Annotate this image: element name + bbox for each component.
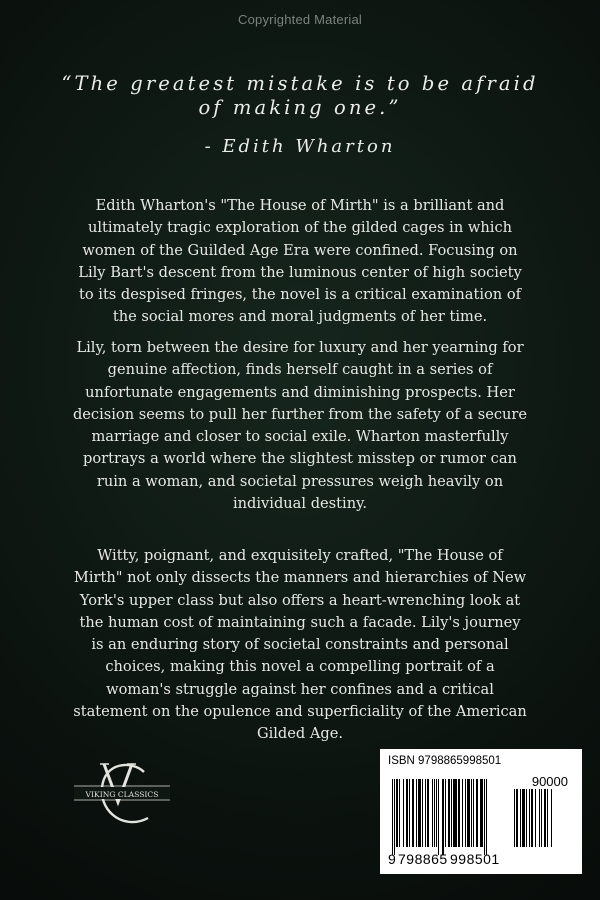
barcode-bar [425,779,426,847]
barcode-bar [396,779,398,847]
blurb-paragraph-2: Lily, torn between the desire for luxury and her yearning for genuine affection, finds herself caught in a series of unfortunate engagements and diminishing prospects. Her decision seems to pull her further from the safety of a secure marriage and closer to social exile. Wharton masterfully portrays a world where the slightest misstep or rumor can ruin a woman, and societal pressures weigh heavily on individual destiny. [72,339,528,513]
barcode-bar [529,789,530,847]
barcode-digit-first: 9 [388,851,397,867]
isbn-label: ISBN 9798865998501 [388,755,502,767]
barcode-bar [541,789,542,847]
barcode-bar [438,779,439,855]
epigraph-quote: “The greatest mistake is to be afraid of making one.” [61,72,539,119]
barcode-bar [486,779,487,855]
barcode-bar [432,779,433,847]
barcode-bar [531,789,533,847]
barcode-bar [473,779,474,847]
barcode-bar [462,779,463,847]
barcode-addon-number: 90000 [531,774,568,789]
barcode-bar [535,789,536,847]
barcode-bar [412,779,414,847]
barcode-bar [465,779,466,847]
barcode-main-bars [392,779,510,855]
barcode-bar [476,779,478,847]
publisher-logo [74,756,170,836]
barcode-bar [458,779,460,847]
blurb-paragraph-1: Edith Wharton's "The House of Mirth" is a brilliant and ultimately tragic exploration of the gilded cages in which women of the Guilded Age Era were confined. Focusing on Lily Bart's descent from the luminous center of high society to its despised fringes, the novel is a critical examination of the social mores and moral judgments of her time. [78,197,522,326]
barcode-bar [480,779,483,847]
barcode-bar [442,779,444,855]
publisher-logo-mark [74,756,170,836]
barcode-bar [551,789,552,847]
barcode-bar [520,789,521,847]
epigraph-attribution: - Edith Wharton [204,136,396,157]
barcode-bar [418,779,421,847]
barcode-bar [514,789,515,847]
blurb-paragraph-3: Witty, poignant, and exquisitely crafted, "The House of Mirth" not only dissects the manners and hierarchies of New York's upper class but also offers a heart-wrenching look at the human cost of maintaining such a facade. Lily's journey is an enduring story of societal constraints and personal choices, making this novel a compelling portrait of a woman's struggle against her confines and a critical statement on the opulence and superficiality of the American Gilded Age. [73,547,527,743]
barcode-bar [522,789,525,847]
barcode-bar [399,779,400,847]
barcode-digits-right: 998501 [450,851,500,867]
barcode-bar [539,789,540,847]
barcode-bar [406,779,408,847]
barcode-bar [484,779,485,855]
barcode-bar [394,779,395,855]
barcode-bar [453,779,457,847]
barcode-bar [427,779,429,847]
barcode-bar [448,779,450,847]
publisher-name: VIKING CLASSICS [85,790,159,799]
barcode-bar [516,789,518,847]
barcode-bar [434,779,435,847]
barcode-bar [392,779,393,855]
barcode-bar [436,779,437,847]
barcode-digits-left: 798865 [398,851,448,867]
copyright-watermark: Copyrighted Material [238,12,362,27]
barcode-addon-bars [514,789,564,855]
barcode-bar [467,779,470,847]
barcode-bar [451,779,452,847]
barcode-bar [416,779,417,847]
barcode-bar [526,789,527,847]
barcode-bar [547,789,548,847]
barcode-bar [409,779,410,847]
barcode-bar [445,779,446,847]
barcode-bar [471,779,472,847]
barcode-bar [403,779,404,847]
isbn-barcode [380,749,582,874]
barcode-bar [544,789,546,847]
barcode-bar [422,779,423,847]
